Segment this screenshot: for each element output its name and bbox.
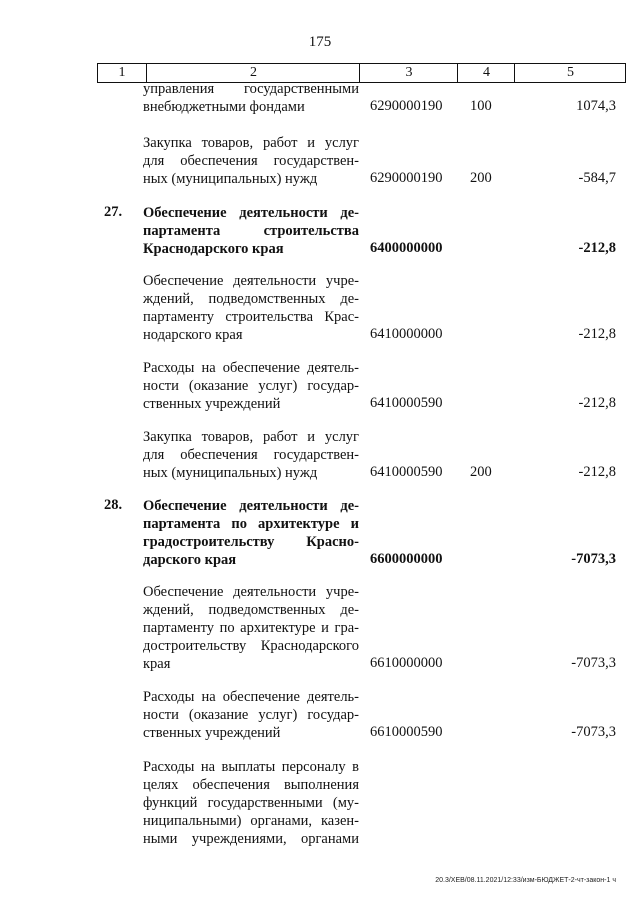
header-col-1: 1 bbox=[118, 65, 126, 80]
description-line: нодарского края bbox=[143, 327, 243, 343]
row-number: 27. bbox=[104, 204, 123, 220]
row-description bbox=[143, 204, 359, 258]
description-line: функций государственными (му- bbox=[143, 795, 359, 811]
description-line: ниципальными) органами, казен- bbox=[143, 813, 359, 829]
description-line: для обеспечения государствен- bbox=[143, 153, 359, 169]
description-line: для обеспечения государствен- bbox=[143, 447, 359, 463]
description-line: целях обеспечения выполнения bbox=[143, 777, 359, 793]
description-line: ных (муниципальных) нужд bbox=[143, 171, 318, 187]
row-amount: -7073,3 bbox=[571, 551, 616, 567]
row-code: 6410000590 bbox=[370, 464, 443, 480]
row-amount: -212,8 bbox=[578, 395, 616, 411]
description-line: ственных учреждений bbox=[143, 725, 281, 741]
description-line: управления государственными bbox=[143, 81, 359, 97]
row-code: 6290000190 bbox=[370, 170, 443, 186]
row-description bbox=[143, 583, 359, 673]
row-amount: -212,8 bbox=[578, 240, 616, 256]
row-description bbox=[143, 497, 359, 569]
row-code: 6290000190 bbox=[370, 98, 443, 114]
header-col-4: 4 bbox=[457, 64, 515, 82]
description-line: Закупка товаров, работ и услуг bbox=[143, 429, 359, 445]
description-line: Краснодарского края bbox=[143, 241, 284, 257]
header-col-2: 2 bbox=[146, 64, 360, 82]
row-number: 28. bbox=[104, 497, 123, 513]
row-description bbox=[143, 758, 359, 848]
description-line: Расходы на выплаты персоналу в bbox=[143, 759, 359, 775]
description-line: Закупка товаров, работ и услуг bbox=[143, 135, 359, 151]
row-code: 6410000590 bbox=[370, 395, 443, 411]
description-line: партамента по архитектуре и bbox=[143, 516, 359, 532]
row-code: 6410000000 bbox=[370, 326, 443, 342]
row-description bbox=[143, 134, 359, 188]
row-amount: -212,8 bbox=[578, 464, 616, 480]
row-code: 6400000000 bbox=[370, 240, 443, 256]
description-line: дарского края bbox=[143, 552, 237, 568]
footer-stamp: 20.3/ХЕВ/08.11.2021/12:33/изм-БЮДЖЕТ-2-чт-закон-1 ч bbox=[435, 877, 616, 884]
description-line: партамента строительства bbox=[143, 223, 359, 239]
row-expense-type: 200 bbox=[470, 170, 492, 186]
row-description bbox=[143, 359, 359, 413]
row-description bbox=[143, 272, 359, 344]
description-line: Расходы на обеспечение деятель- bbox=[143, 360, 359, 376]
row-amount: -7073,3 bbox=[571, 655, 616, 671]
row-code: 6610000000 bbox=[370, 655, 443, 671]
description-line: внебюджетными фондами bbox=[143, 99, 305, 115]
header-col-3: 3 bbox=[359, 64, 458, 82]
description-line: ных (муниципальных) нужд bbox=[143, 465, 318, 481]
header-col-5: 5 bbox=[514, 64, 626, 82]
description-line: градостроительству Красно- bbox=[143, 534, 359, 550]
row-code: 6600000000 bbox=[370, 551, 443, 567]
row-expense-type: 100 bbox=[470, 98, 492, 114]
row-amount: -212,8 bbox=[578, 326, 616, 342]
row-amount: 1074,3 bbox=[576, 98, 616, 114]
row-description bbox=[143, 428, 359, 482]
description-line: партаменту строительства Крас- bbox=[143, 309, 359, 325]
row-amount: -7073,3 bbox=[571, 724, 616, 740]
page-number: 175 bbox=[308, 34, 332, 50]
row-code: 6610000590 bbox=[370, 724, 443, 740]
description-line: ждений, подведомственных де- bbox=[143, 291, 359, 307]
row-description bbox=[143, 80, 359, 116]
description-line: ности (оказание услуг) государ- bbox=[143, 707, 359, 723]
description-line: ности (оказание услуг) государ- bbox=[143, 378, 359, 394]
description-line: Обеспечение деятельности учре- bbox=[143, 273, 359, 289]
description-line: Расходы на обеспечение деятель- bbox=[143, 689, 359, 705]
description-line: достроительству Краснодарского bbox=[143, 638, 359, 654]
description-line: партаменту по архитектуре и гра- bbox=[143, 620, 359, 636]
description-line: ждений, подведомственных де- bbox=[143, 602, 359, 618]
description-line: края bbox=[143, 656, 171, 672]
row-amount: -584,7 bbox=[578, 170, 616, 186]
description-line: Обеспечение деятельности учре- bbox=[143, 584, 359, 600]
description-line: Обеспечение деятельности де- bbox=[143, 498, 359, 514]
description-line: ными учреждениями, органами bbox=[143, 831, 359, 847]
description-line: ственных учреждений bbox=[143, 396, 281, 412]
row-expense-type: 200 bbox=[470, 464, 492, 480]
description-line: Обеспечение деятельности де- bbox=[143, 205, 359, 221]
row-description bbox=[143, 688, 359, 742]
